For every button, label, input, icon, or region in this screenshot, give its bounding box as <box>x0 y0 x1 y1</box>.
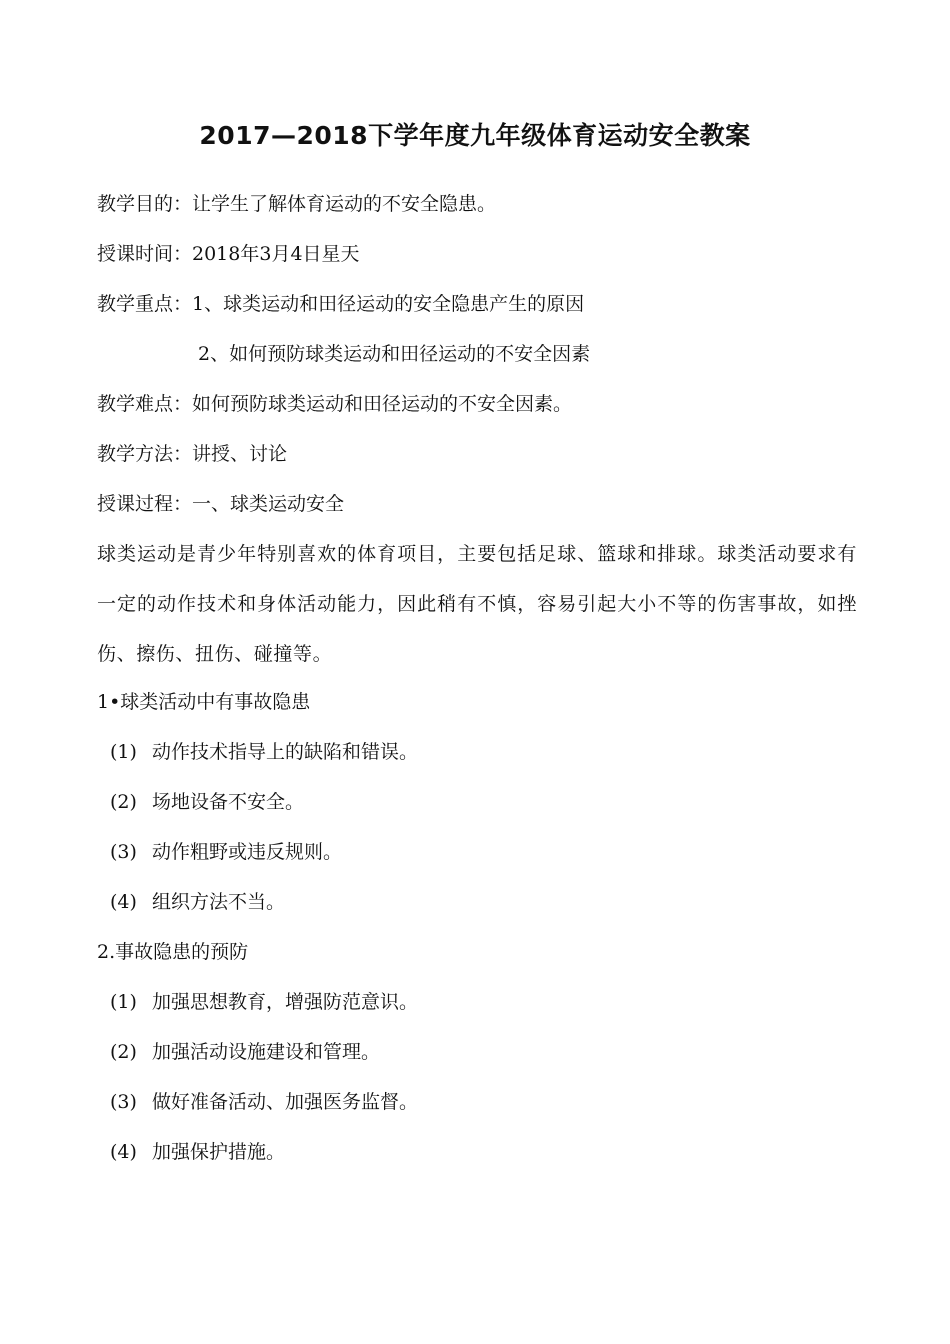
item-number: (2) <box>110 791 137 813</box>
section2-item <box>110 1088 418 1116</box>
item-number: (4) <box>110 891 137 913</box>
item-text: 加强保护措施。 <box>152 1141 286 1163</box>
section2-item <box>110 988 418 1016</box>
section1-heading: 1•球类活动中有事故隐患 <box>97 691 311 713</box>
item-number: (1) <box>110 741 137 763</box>
item-number: (2) <box>110 1041 137 1063</box>
item-text: 做好准备活动、加强医务监督。 <box>152 1091 419 1113</box>
difficulty-line: 教学难点：如何预防球类运动和田径运动的不安全因素。 <box>97 393 573 415</box>
method-line: 教学方法：讲授、讨论 <box>97 443 288 465</box>
item-text: 动作技术指导上的缺陷和错误。 <box>152 741 419 763</box>
item-number: (1) <box>110 991 137 1013</box>
time-line: 授课时间：2018年3月4日星天 <box>97 243 360 265</box>
item-number: (3) <box>110 841 137 863</box>
objective-line: 教学目的：让学生了解体育运动的不安全隐患。 <box>97 193 497 215</box>
item-text: 动作粗野或违反规则。 <box>152 841 343 863</box>
item-text: 场地设备不安全。 <box>152 791 305 813</box>
section1-item <box>110 738 418 766</box>
item-number: (4) <box>110 1141 137 1163</box>
intro-paragraph: 球类运动是青少年特别喜欢的体育项目，主要包括足球、篮球和排球。球类活动要求有一定的动作技术和身体活动能力，因此稍有不慎，容易引起大小不等的伤害事故，如挫伤、擦伤、扭伤、碰撞等。 <box>97 543 857 665</box>
item-text: 加强活动设施建设和管理。 <box>152 1041 381 1063</box>
section1-item <box>110 888 285 916</box>
process-line: 授课过程：一、球类运动安全 <box>97 493 345 515</box>
focus-line-2: 2、如何预防球类运动和田径运动的不安全因素 <box>198 343 591 365</box>
section1-item <box>110 788 304 816</box>
document-title: 2017—2018下学年度九年级体育运动安全教案 <box>199 121 751 150</box>
section2-item <box>110 1138 285 1166</box>
item-text: 组织方法不当。 <box>152 891 286 913</box>
focus-line-1: 教学重点：1、球类运动和田径运动的安全隐患产生的原因 <box>97 293 585 315</box>
item-text: 加强思想教育，增强防范意识。 <box>152 991 419 1013</box>
item-number: (3) <box>110 1091 137 1113</box>
section2-heading: 2.事故隐患的预防 <box>97 941 249 963</box>
section2-item <box>110 1038 380 1066</box>
section1-item <box>110 838 342 866</box>
